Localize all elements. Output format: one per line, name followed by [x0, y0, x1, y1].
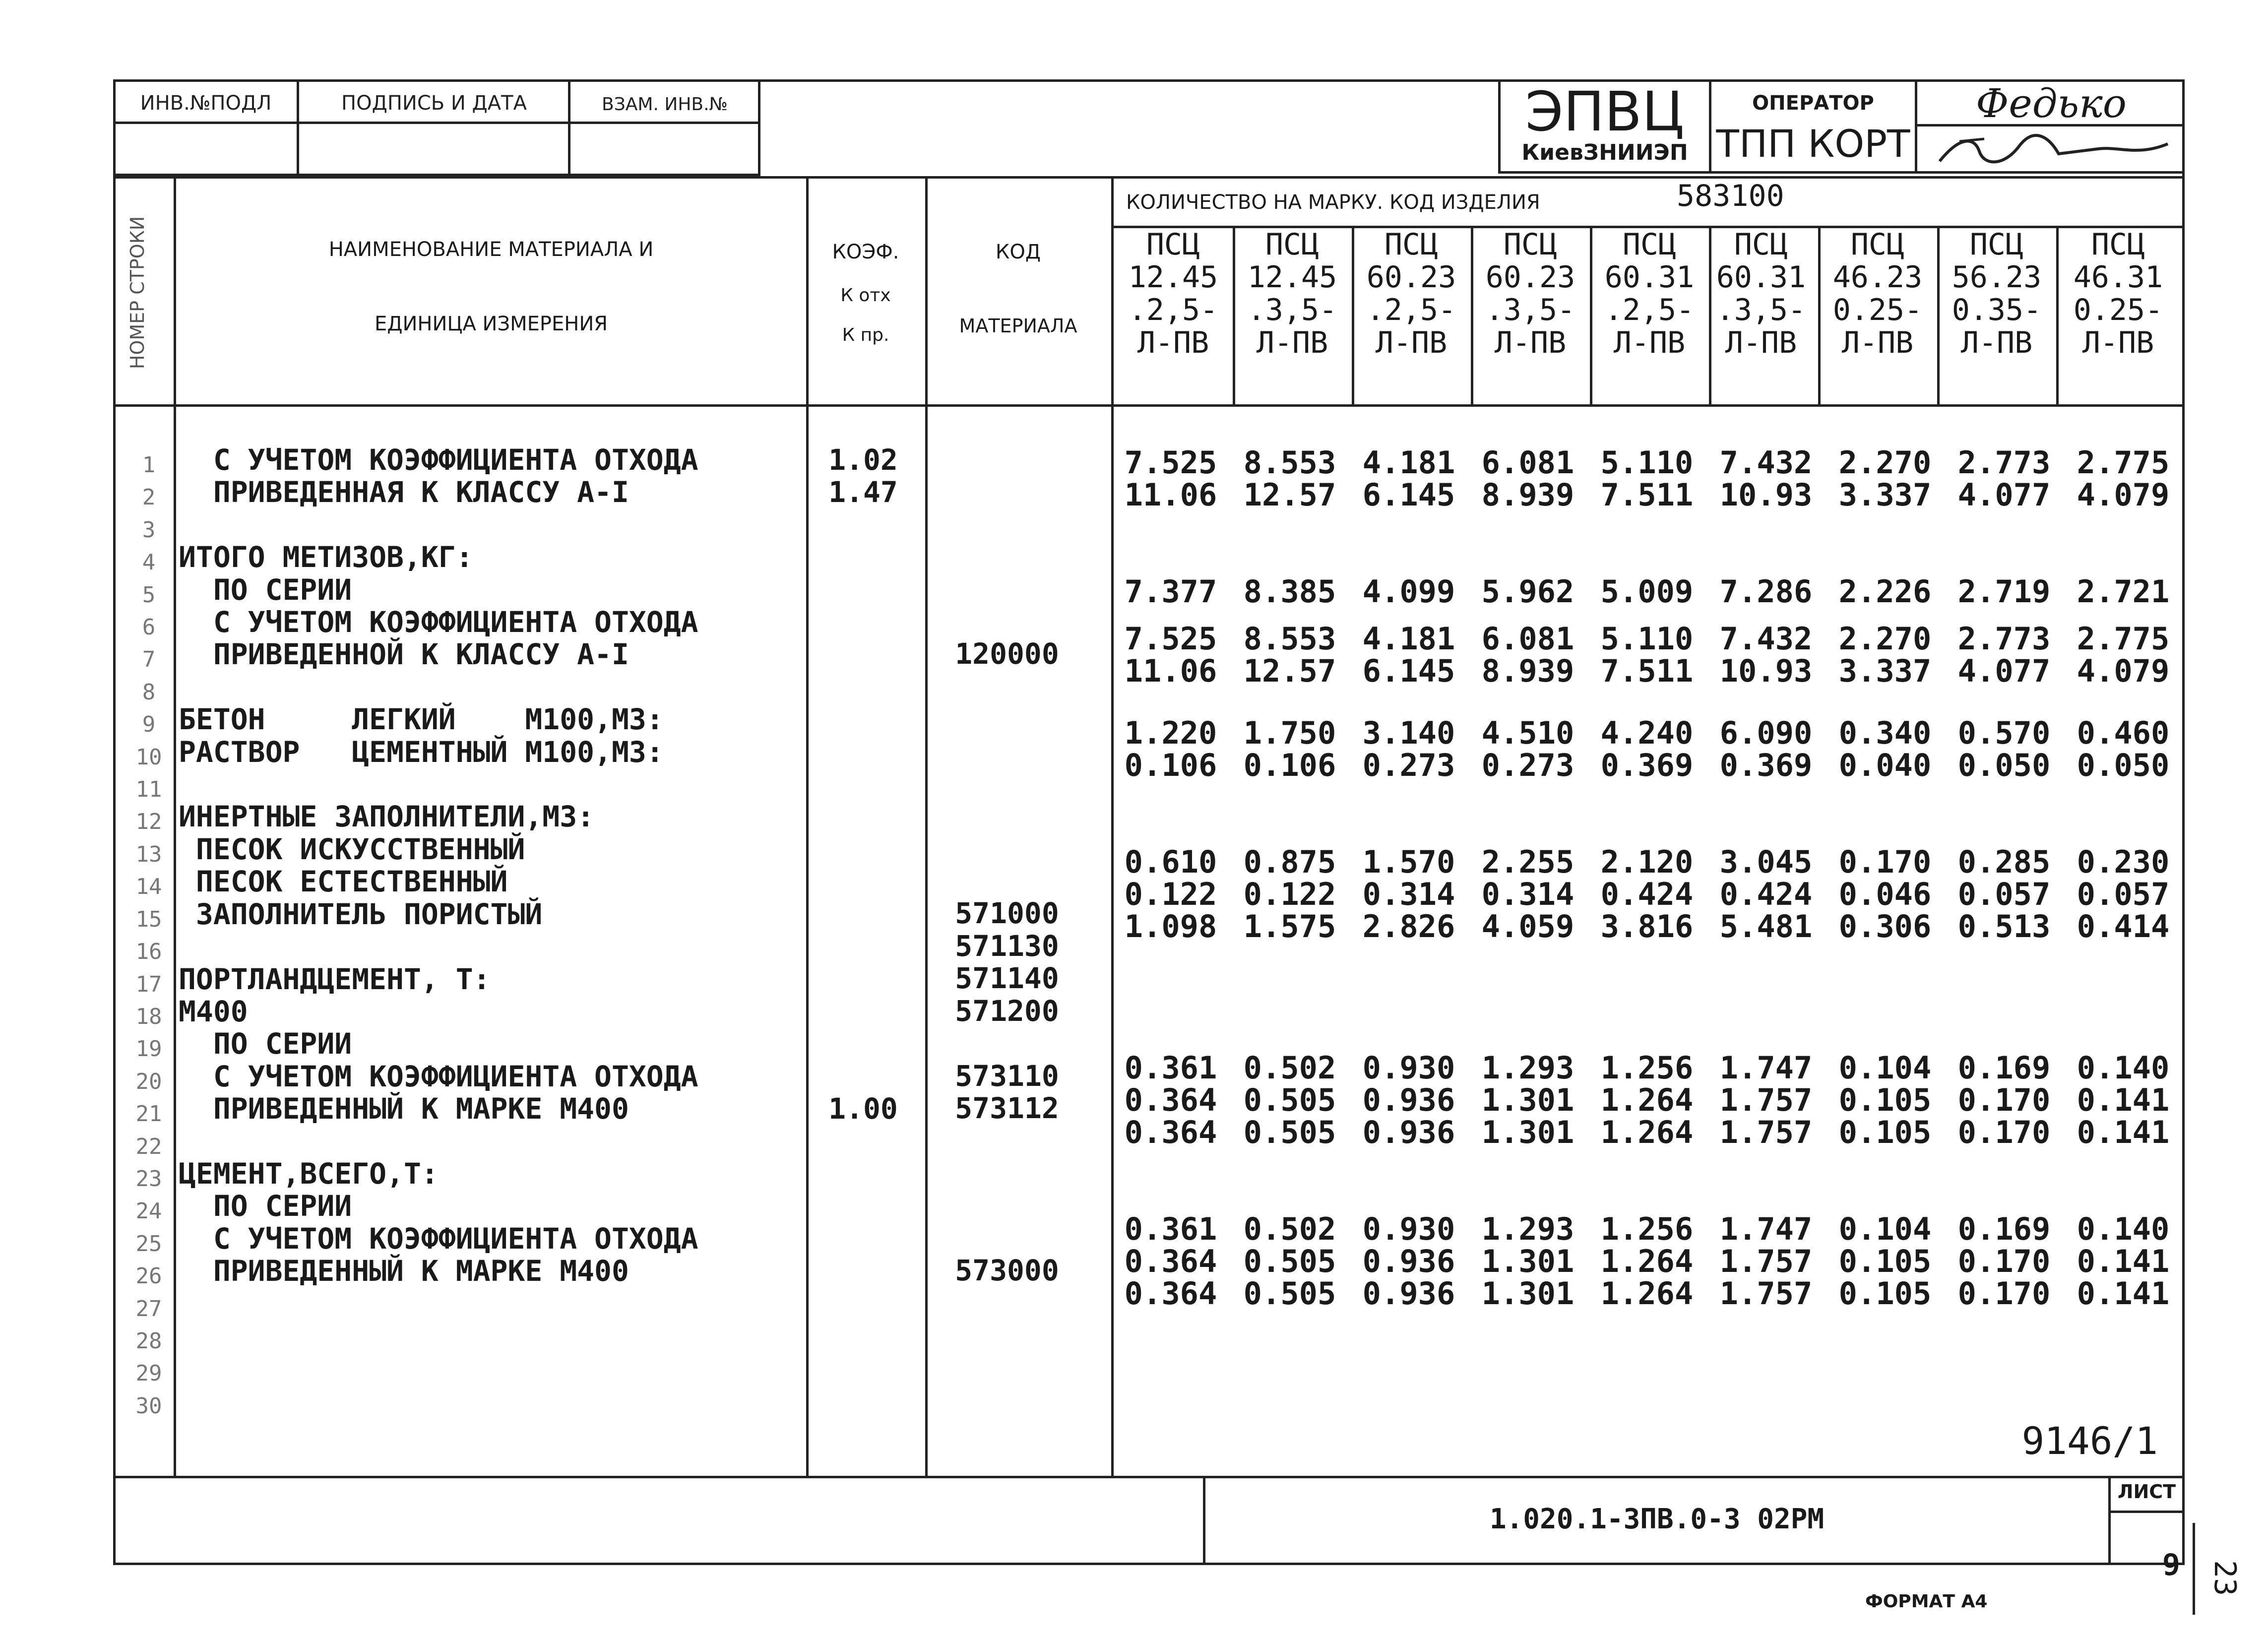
data-cell: 4.059	[1481, 908, 1575, 945]
mark-header: ПСЦ 60.23 .2,5- Л-ПВ	[1366, 227, 1456, 360]
data-cell: 0.122	[1243, 876, 1336, 912]
data-row	[0, 1050, 2170, 1086]
data-cell: 0.106	[1243, 747, 1336, 783]
data-cell: 0.050	[2077, 747, 2170, 783]
data-cell: 0.105	[1838, 1082, 1932, 1118]
mark-header: ПСЦ 46.23 0.25- Л-ПВ	[1832, 227, 1923, 360]
data-cell: 0.936	[1362, 1243, 1455, 1279]
data-cell: 3.140	[1362, 715, 1455, 751]
data-cell: 7.432	[1719, 444, 1813, 481]
data-cell: 0.230	[2077, 844, 2170, 880]
data-cell: 5.962	[1481, 573, 1575, 610]
data-cell: 8.553	[1243, 621, 1336, 657]
mark-header: ПСЦ 60.31 .3,5- Л-ПВ	[1716, 227, 1806, 360]
data-cell: 0.513	[1957, 908, 2051, 945]
data-cell: 7.432	[1719, 621, 1813, 657]
data-cell: 0.936	[1362, 1275, 1455, 1312]
data-cell: 4.181	[1362, 444, 1455, 481]
data-cell: 0.141	[2077, 1275, 2170, 1312]
data-cell: 0.106	[1124, 747, 1217, 783]
data-row	[0, 573, 2170, 610]
data-row	[0, 844, 2170, 880]
data-cell: 2.775	[2077, 621, 2170, 657]
data-row	[0, 715, 2170, 751]
data-cell: 7.525	[1124, 621, 1217, 657]
coef-header-3: К пр.	[842, 325, 889, 345]
data-cell: 5.110	[1600, 444, 1694, 481]
data-cell: 10.93	[1719, 477, 1813, 513]
data-cell: 0.364	[1124, 1114, 1217, 1150]
data-cell: 5.481	[1719, 908, 1813, 945]
format-label: ФОРМАТ А4	[1865, 1591, 1988, 1612]
data-cell: 0.141	[2077, 1114, 2170, 1150]
material-codes: 120000 571000 571130 571140 571200 573110 573112 573000	[955, 637, 1059, 1287]
data-cell: 1.757	[1719, 1114, 1813, 1150]
data-cell: 0.610	[1124, 844, 1217, 880]
data-cell: 4.099	[1362, 573, 1455, 610]
doc-code: 1.020.1-3ПВ.0-3 02РМ	[1489, 1503, 1825, 1535]
data-cell: 0.936	[1362, 1114, 1455, 1150]
data-cell: 5.009	[1600, 573, 1694, 610]
data-cell: 1.301	[1481, 1243, 1575, 1279]
data-cell: 1.264	[1600, 1275, 1694, 1312]
data-cell: 0.502	[1243, 1211, 1336, 1247]
data-cell: 0.170	[1957, 1243, 2051, 1279]
data-cell: 12.57	[1243, 477, 1336, 513]
data-cell: 0.140	[2077, 1211, 2170, 1247]
data-row	[0, 1211, 2170, 1247]
data-cell: 0.340	[1838, 715, 1932, 751]
data-cell: 4.510	[1481, 715, 1575, 751]
data-cell: 1.570	[1362, 844, 1455, 880]
data-cell: 1.264	[1600, 1243, 1694, 1279]
data-cell: 0.364	[1124, 1082, 1217, 1118]
data-row	[0, 621, 2170, 657]
operator-label: ОПЕРАТОР	[1752, 92, 1874, 115]
mark-header: ПСЦ 60.31 .2,5- Л-ПВ	[1604, 227, 1695, 360]
data-cell: 4.079	[2077, 653, 2170, 689]
signature-date-label: ПОДПИСЬ И ДАТА	[341, 92, 527, 115]
data-cell: 0.424	[1600, 876, 1694, 912]
data-cell: 1.264	[1600, 1082, 1694, 1118]
data-cell: 2.773	[1957, 621, 2051, 657]
data-cell: 1.301	[1481, 1114, 1575, 1150]
data-cell: 0.046	[1838, 876, 1932, 912]
data-cell: 4.077	[1957, 653, 2051, 689]
operator-signature-name: Федько	[1976, 80, 2127, 126]
data-cell: 0.364	[1124, 1275, 1217, 1312]
data-cell: 2.775	[2077, 444, 2170, 481]
replaced-inv-label: ВЗАМ. ИНВ.№	[602, 94, 728, 115]
code-header-1: КОД	[995, 241, 1041, 263]
data-cell: 11.06	[1124, 653, 1217, 689]
data-cell: 0.361	[1124, 1050, 1217, 1086]
mark-header: ПСЦ 12.45 .2,5- Л-ПВ	[1128, 227, 1218, 360]
data-cell: 1.575	[1243, 908, 1336, 945]
row-numbers: 1 2 3 4 5 6 7 8 9 10 11 12 13 14 15 16 17 18 19 20 21 22 23 24 25 26 27 28 29 30	[135, 452, 162, 1419]
data-cell: 1.220	[1124, 715, 1217, 751]
data-cell: 6.145	[1362, 653, 1455, 689]
data-cell: 2.721	[2077, 573, 2170, 610]
data-cell: 0.170	[1957, 1114, 2051, 1150]
data-cell: 6.090	[1719, 715, 1813, 751]
data-cell: 1.747	[1719, 1050, 1813, 1086]
data-cell: 0.936	[1362, 1082, 1455, 1118]
data-cell: 8.939	[1481, 653, 1575, 689]
data-row	[0, 908, 2170, 945]
data-cell: 4.079	[2077, 477, 2170, 513]
sheet-number: 9	[2162, 1548, 2180, 1582]
doc-number: 9146/1	[2021, 1419, 2158, 1463]
data-cell: 3.816	[1600, 908, 1694, 945]
data-cell: 0.505	[1243, 1275, 1336, 1312]
inv-number-label: ИНВ.№ПОДЛ	[140, 92, 272, 115]
data-row	[0, 444, 2170, 481]
mark-header: ПСЦ 12.45 .3,5- Л-ПВ	[1247, 227, 1337, 360]
data-cell: 0.875	[1243, 844, 1336, 880]
data-cell: 7.286	[1719, 573, 1813, 610]
data-row	[0, 876, 2170, 912]
data-cell: 0.570	[1957, 715, 2051, 751]
quantity-header: КОЛИЧЕСТВО НА МАРКУ. КОД ИЗДЕЛИЯ	[1126, 191, 1540, 214]
data-cell: 2.719	[1957, 573, 2051, 610]
data-cell: 1.301	[1481, 1082, 1575, 1118]
data-cell: 4.077	[1957, 477, 2051, 513]
material-name-header-1: НАИМЕНОВАНИЕ МАТЕРИАЛА И	[328, 238, 654, 261]
data-cell: 8.553	[1243, 444, 1336, 481]
data-cell: 1.293	[1481, 1050, 1575, 1086]
data-cell: 1.757	[1719, 1243, 1813, 1279]
data-cell: 0.505	[1243, 1082, 1336, 1118]
mark-header: ПСЦ 56.23 0.35- Л-ПВ	[1952, 227, 2042, 360]
data-cell: 0.364	[1124, 1243, 1217, 1279]
operator-signature	[1930, 126, 2178, 171]
data-cell: 0.140	[2077, 1050, 2170, 1086]
data-cell: 1.098	[1124, 908, 1217, 945]
data-cell: 1.301	[1481, 1275, 1575, 1312]
operator-value: ТПП КОРТ	[1716, 122, 1910, 166]
data-row	[0, 747, 2170, 783]
data-cell: 0.306	[1838, 908, 1932, 945]
data-cell: 2.270	[1838, 444, 1932, 481]
data-cell: 0.105	[1838, 1114, 1932, 1150]
data-cell: 1.757	[1719, 1275, 1813, 1312]
data-cell: 7.511	[1600, 653, 1694, 689]
data-cell: 0.273	[1362, 747, 1455, 783]
material-name-header-2: ЕДИНИЦА ИЗМЕРЕНИЯ	[374, 313, 608, 335]
data-row	[0, 1082, 2170, 1118]
data-cell: 7.511	[1600, 477, 1694, 513]
data-cell: 5.110	[1600, 621, 1694, 657]
data-cell: 2.773	[1957, 444, 2051, 481]
org-name: ЭПВЦ	[1525, 80, 1685, 143]
coef-header-2: К отх	[840, 285, 891, 306]
data-cell: 0.040	[1838, 747, 1932, 783]
data-cell: 0.930	[1362, 1050, 1455, 1086]
data-cell: 0.273	[1481, 747, 1575, 783]
data-cell: 3.045	[1719, 844, 1813, 880]
data-cell: 1.757	[1719, 1082, 1813, 1118]
data-cell: 6.145	[1362, 477, 1455, 513]
data-row	[0, 653, 2170, 689]
data-cell: 0.122	[1124, 876, 1217, 912]
data-cell: 1.747	[1719, 1211, 1813, 1247]
data-cell: 2.226	[1838, 573, 1932, 610]
mark-header: ПСЦ 46.31 0.25- Л-ПВ	[2073, 227, 2163, 360]
data-cell: 0.930	[1362, 1211, 1455, 1247]
data-cell: 4.240	[1600, 715, 1694, 751]
data-cell: 0.170	[1838, 844, 1932, 880]
data-cell: 11.06	[1124, 477, 1217, 513]
data-cell: 0.104	[1838, 1050, 1932, 1086]
data-cell: 4.181	[1362, 621, 1455, 657]
data-cell: 0.460	[2077, 715, 2170, 751]
data-cell: 10.93	[1719, 653, 1813, 689]
data-cell: 0.361	[1124, 1211, 1217, 1247]
material-names: С УЧЕТОМ КОЭФФИЦИЕНТА ОТХОДА ПРИВЕДЕННАЯ К КЛАССУ А-I ИТОГО МЕТИЗОВ,КГ: ПО СЕРИИ С УЧЕТОМ КОЭФФИЦИЕНТА ОТХОДА ПРИВЕДЕННОЙ К КЛАССУ А-I БЕТОН ЛЕГКИЙ М100,М3: РАСТВОР ЦЕМЕНТНЫЙ М100,М3: ИНЕРТНЫЕ ЗАПОЛНИТЕЛИ,М3: ПЕСОК ИСКУССТВЕННЫЙ ПЕСОК ЕСТЕСТВЕННЫЙ ЗАПОЛНИТЕЛЬ ПОРИСТЫЙ ПОРТЛАНДЦЕМЕНТ, Т: М400 ПО СЕРИИ С УЧЕТОМ КОЭФФИЦИЕНТА ОТХОДА ПРИВЕДЕННЫЙ К МАРКЕ М400 ЦЕМЕНТ,ВСЕГО,Т: ПО СЕРИИ С УЧЕТОМ КОЭФФИЦИЕНТА ОТХОДА ПРИВЕДЕННЫЙ К МАРКЕ М400	[179, 443, 698, 1288]
data-cell: 6.081	[1481, 621, 1575, 657]
data-cell: 0.105	[1838, 1243, 1932, 1279]
data-cell: 2.120	[1600, 844, 1694, 880]
data-cell: 0.057	[1957, 876, 2051, 912]
row-number-header: НОМЕР СТРОКИ	[126, 216, 148, 370]
data-cell: 0.314	[1362, 876, 1455, 912]
data-cell: 6.081	[1481, 444, 1575, 481]
data-cell: 0.502	[1243, 1050, 1336, 1086]
data-row	[0, 1243, 2170, 1279]
data-cell: 1.256	[1600, 1211, 1694, 1247]
data-cell: 0.505	[1243, 1243, 1336, 1279]
data-cell: 0.104	[1838, 1211, 1932, 1247]
data-cell: 0.141	[2077, 1082, 2170, 1118]
data-row	[0, 477, 2170, 513]
data-cell: 1.256	[1600, 1050, 1694, 1086]
data-cell: 2.270	[1838, 621, 1932, 657]
data-row	[0, 1114, 2170, 1150]
data-row	[0, 1275, 2170, 1312]
org-subname: КиевЗНИИЭП	[1521, 140, 1688, 165]
data-cell: 3.337	[1838, 653, 1932, 689]
data-cell: 0.105	[1838, 1275, 1932, 1312]
data-cell: 0.369	[1600, 747, 1694, 783]
coef-header-1: КОЭФ.	[832, 241, 899, 263]
data-cell: 0.505	[1243, 1114, 1336, 1150]
data-cell: 1.264	[1600, 1114, 1694, 1150]
data-cell: 0.285	[1957, 844, 2051, 880]
data-cell: 0.314	[1481, 876, 1575, 912]
mark-header: ПСЦ 60.23 .3,5- Л-ПВ	[1485, 227, 1575, 360]
data-cell: 12.57	[1243, 653, 1336, 689]
data-cell: 0.141	[2077, 1243, 2170, 1279]
sheet-label: ЛИСТ	[2117, 1481, 2176, 1503]
data-cell: 1.293	[1481, 1211, 1575, 1247]
data-cell: 7.525	[1124, 444, 1217, 481]
data-cell: 2.255	[1481, 844, 1575, 880]
data-cell: 0.424	[1719, 876, 1813, 912]
data-cell: 2.826	[1362, 908, 1455, 945]
data-cell: 7.377	[1124, 573, 1217, 610]
data-cell: 0.414	[2077, 908, 2170, 945]
data-cell: 0.369	[1719, 747, 1813, 783]
data-cell: 3.337	[1838, 477, 1932, 513]
data-cell: 0.169	[1957, 1211, 2051, 1247]
coefficients: 1.02 1.47 1.00	[828, 443, 898, 1126]
data-cell: 0.057	[2077, 876, 2170, 912]
data-cell: 1.750	[1243, 715, 1336, 751]
data-cell: 8.385	[1243, 573, 1336, 610]
data-cell: 0.170	[1957, 1275, 2051, 1312]
data-cell: 8.939	[1481, 477, 1575, 513]
code-header-2: МАТЕРИАЛА	[959, 315, 1077, 337]
product-code: 583100	[1677, 179, 1784, 213]
data-cell: 0.169	[1957, 1050, 2051, 1086]
side-number: 23	[2207, 1560, 2242, 1596]
data-cell: 0.050	[1957, 747, 2051, 783]
data-cell: 0.170	[1957, 1082, 2051, 1118]
